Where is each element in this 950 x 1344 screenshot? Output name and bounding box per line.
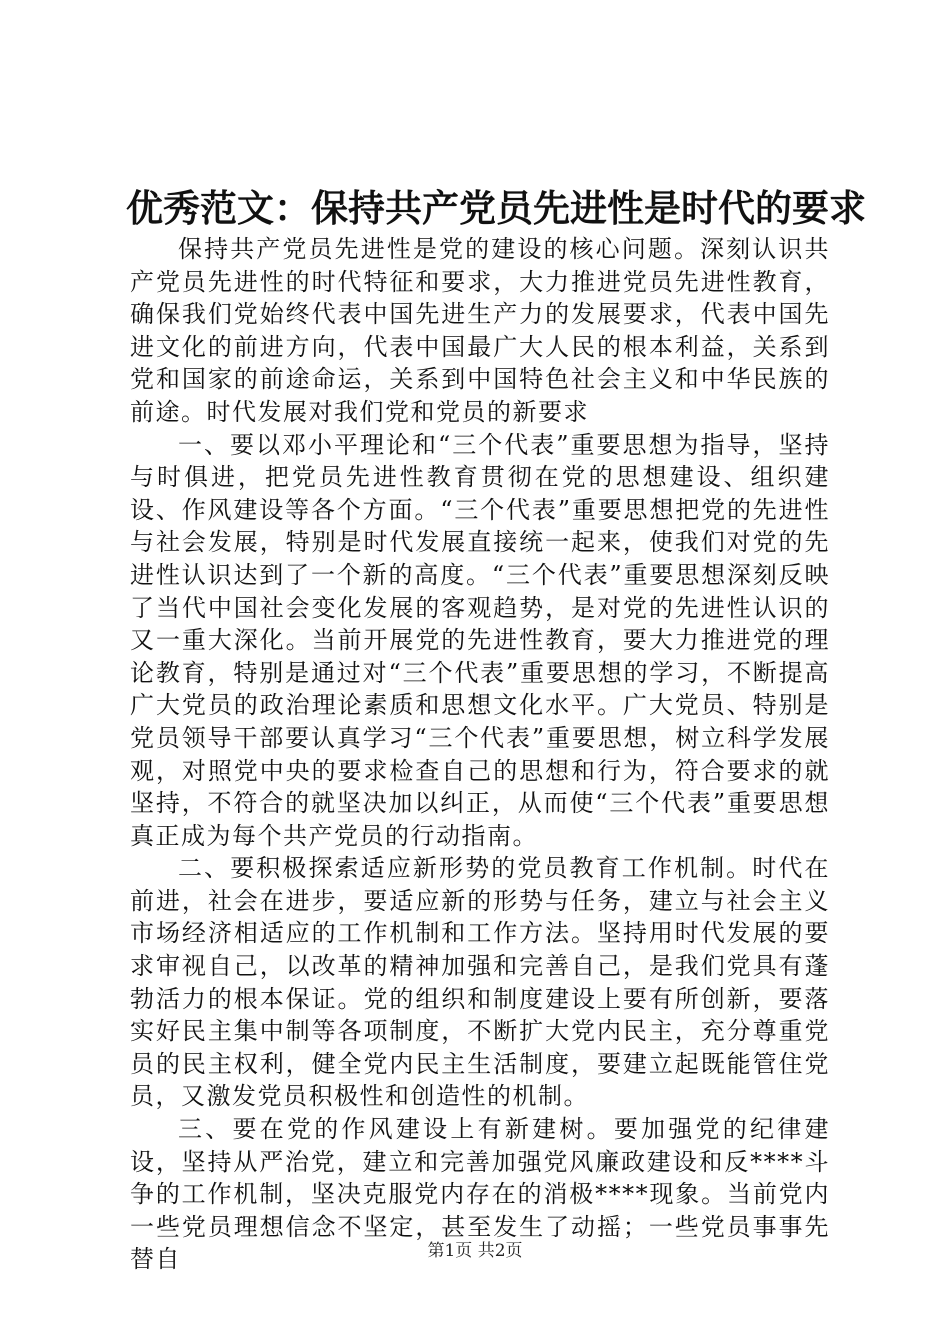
document-title: 优秀范文：保持共产党员先进性是时代的要求 (126, 186, 866, 230)
paragraph-section-one: 一、要以邓小平理论和“三个代表”重要思想为指导，坚持与时俱进，把党员先进性教育贯彻在党的思想建设、组织建设、作风建设等各个方面。“三个代表”重要思想把党的先进性与社会发展，特别是时代发展直接统一起来，使我们对党的先进性认识达到了一个新的高度。“三个代表”重要思想深刻反映了当代中国社会变化发展的客观趋势，是对党的先进性认识的又一重大深化。当前开展党的先进性教育，要大力推进党的理论教育，特别是通过对“三个代表”重要思想的学习，不断提高广大党员的政治理论素质和思想文化水平。广大党员、特别是党员领导干部要认真学习“三个代表”重要思想，树立科学发展观，对照党中央的要求检查自己的思想和行为，符合要求的就坚持，不符合的就坚决加以纠正，从而使“三个代表”重要思想真正成为每个共产党员的行动指南。 (130, 430, 830, 850)
paragraph-section-three: 三、要在党的作风建设上有新建树。要加强党的纪律建设，坚持从严治党，建立和完善加强党风廉政建设和反****斗争的工作机制，坚决克服党内存在的消极****现象。当前党内一些党员理想信念不坚定，甚至发生了动摇；一些党员事事先替自 (130, 1115, 830, 1274)
page-footer (0, 1240, 950, 1262)
document-body (130, 233, 830, 1276)
paragraph-intro: 保持共产党员先进性是党的建设的核心问题。深刻认识共产党员先进性的时代特征和要求，大力推进党员先进性教育，确保我们党始终代表中国先进生产力的发展要求，代表中国先进文化的前进方向，代表中国最广大人民的根本利益，关系到党和国家的前途命运，关系到中国特色社会主义和中华民族的前途。时代发展对我们党和党员的新要求 (130, 235, 830, 426)
page-number-indicator: 第1页 共2页 (427, 1241, 523, 1261)
paragraph-section-two: 二、要积极探索适应新形势的党员教育工作机制。时代在前进，社会在进步，要适应新的形势与任务，建立与社会主义市场经济相适应的工作机制和工作方法。坚持用时代发展的要求审视自己，以改革的精神加强和完善自己，是我们党具有蓬勃活力的根本保证。党的组织和制度建设上要有所创新，要落实好民主集中制等各项制度，不断扩大党内民主，充分尊重党员的民主权利，健全党内民主生活制度，要建立起既能管住党员，又激发党员积极性和创造性的机制。 (130, 854, 830, 1111)
